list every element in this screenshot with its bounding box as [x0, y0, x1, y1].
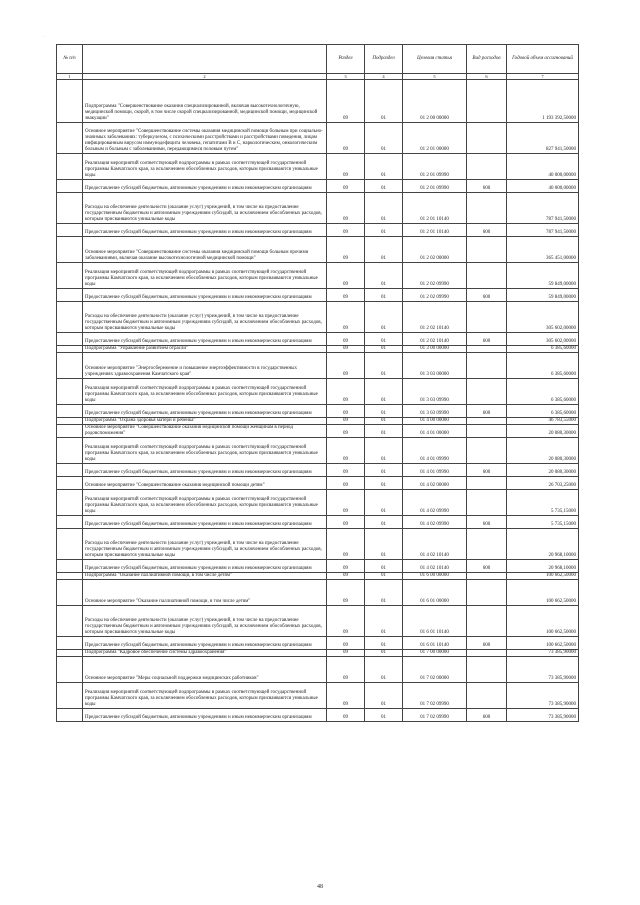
row-amount: 6 385,60000	[507, 405, 579, 418]
row-subsection: 01	[365, 224, 403, 237]
row-target: 01 6 01 10140	[403, 637, 467, 650]
row-section: 09	[327, 657, 365, 683]
row-number	[57, 529, 83, 560]
table-row	[57, 237, 579, 263]
row-target: 01 2 01 10140	[403, 224, 467, 237]
row-subsection: 01	[365, 464, 403, 477]
row-subsection: 01	[365, 80, 403, 123]
row-subsection: 01	[365, 353, 403, 379]
row-name: Подпрограмма "Кадровое обеспечение системы здравоохранения"	[83, 650, 327, 657]
row-section: 09	[327, 516, 365, 529]
row-target: 01 2 01 00000	[403, 123, 467, 154]
row-section: 09	[327, 438, 365, 464]
row-name: Предоставление субсидий бюджетным, автономным учреждениям и иным некоммерческим организациям	[83, 180, 327, 193]
row-number	[57, 263, 83, 289]
row-amount: 1 193 392,50000	[507, 80, 579, 123]
row-name: Реализация мероприятий соответствующей подпрограммы в рамках соответствующей государственной программы Камчатского края, за исключением обособленных расходов, которым присваиваются уникальные коды	[83, 490, 327, 516]
row-section: 09	[327, 573, 365, 580]
row-amount: 5 735,15000	[507, 490, 579, 516]
row-expense-type	[467, 657, 507, 683]
row-amount: 59 849,00000	[507, 263, 579, 289]
row-section: 09	[327, 490, 365, 516]
row-expense-type	[467, 353, 507, 379]
table-row	[57, 529, 579, 560]
row-expense-type	[467, 80, 507, 123]
row-target: 01 2 02 09990	[403, 289, 467, 302]
table-row	[57, 180, 579, 193]
row-target: 01 4 02 09990	[403, 490, 467, 516]
table-row	[57, 464, 579, 477]
row-name: Реализация мероприятий соответствующей подпрограммы в рамках соответствующей государственной программы Камчатского края, за исключением обособленных расходов, которым присваиваются уникальные коды	[83, 263, 327, 289]
header-amount: Годовой объем ассигнований	[507, 45, 579, 74]
row-number	[57, 379, 83, 405]
row-expense-type: 600	[467, 333, 507, 346]
row-expense-type	[467, 573, 507, 580]
row-expense-type	[467, 425, 507, 438]
row-expense-type	[467, 650, 507, 657]
row-target: 01 7 00 00000	[403, 650, 467, 657]
row-section: 09	[327, 224, 365, 237]
row-amount: 787 941,50000	[507, 193, 579, 224]
row-section: 09	[327, 560, 365, 573]
row-amount: 365 451,00000	[507, 237, 579, 263]
row-target: 01 2 01 09990	[403, 180, 467, 193]
row-amount: 20 080,30000	[507, 464, 579, 477]
row-expense-type	[467, 438, 507, 464]
row-section: 09	[327, 154, 365, 180]
row-section: 09	[327, 193, 365, 224]
row-amount: 20 080,30000	[507, 438, 579, 464]
row-section: 09	[327, 379, 365, 405]
row-subsection: 01	[365, 657, 403, 683]
row-section: 09	[327, 580, 365, 606]
row-number	[57, 405, 83, 418]
row-expense-type: 600	[467, 709, 507, 722]
row-subsection: 01	[365, 405, 403, 418]
row-subsection: 01	[365, 637, 403, 650]
row-subsection: 01	[365, 477, 403, 490]
row-subsection: 01	[365, 180, 403, 193]
row-subsection: 01	[365, 573, 403, 580]
row-name: Реализация мероприятий соответствующей подпрограммы в рамках соответствующей государственной программы Камчатского края, за исключением обособленных расходов, которым присваиваются уникальные коды	[83, 154, 327, 180]
table-row	[57, 606, 579, 637]
row-expense-type: 600	[467, 180, 507, 193]
row-amount: 26 703,25000	[507, 477, 579, 490]
row-subsection: 01	[365, 529, 403, 560]
row-expense-type: 600	[467, 289, 507, 302]
row-name: Расходы на обеспечение деятельности (оказание услуг) учреждений, в том числе на предоставление государственным бюджетным и автономным учреждениям субсидий, за исключением обособленных расходов, которым присваиваются уникальные коды	[83, 302, 327, 333]
table-row	[57, 154, 579, 180]
row-number	[57, 333, 83, 346]
row-amount: 6 385,60000	[507, 353, 579, 379]
row-number	[57, 560, 83, 573]
row-name: Основное мероприятие "Энергосбережение и повышение энергоэффективности в государственных учреждениях здравоохранения Камчатского края"	[83, 353, 327, 379]
table-row	[57, 263, 579, 289]
row-subsection: 01	[365, 302, 403, 333]
row-subsection: 01	[365, 123, 403, 154]
table-row	[57, 224, 579, 237]
row-number	[57, 289, 83, 302]
row-amount: 20 968,10000	[507, 529, 579, 560]
row-expense-type	[467, 237, 507, 263]
row-subsection: 01	[365, 379, 403, 405]
row-name: Основное мероприятие "Совершенствование системы оказания медицинской помощи больным прочими заболеваниями, включая оказание высокотехнологичной медицинской помощи"	[83, 237, 327, 263]
column-number: 1	[57, 74, 83, 80]
scan-mark: .	[44, 34, 46, 39]
row-name: Основное мероприятие "Совершенствование системы оказания медицинской помощи больным при социально-значимых заболеваниях: туберкулезом, с психическими расстройствами и расстройствами поведения, лицам инфицированным вирусом иммунодефицита человека, гепатитами В и С, наркологическим, онкологическим больным и больным с заболеваниями, передающимися половым путем"	[83, 123, 327, 154]
row-amount: 73 385,90000	[507, 657, 579, 683]
row-amount: 100 662,50000	[507, 606, 579, 637]
row-number	[57, 154, 83, 180]
table-row	[57, 379, 579, 405]
table-row	[57, 650, 579, 657]
row-number	[57, 637, 83, 650]
table-row	[57, 418, 579, 425]
row-amount: 73 385,90000	[507, 683, 579, 709]
column-number: 2	[83, 74, 327, 80]
row-amount: 40 000,00000	[507, 180, 579, 193]
row-number	[57, 438, 83, 464]
row-number	[57, 477, 83, 490]
row-name: Подпрограмма "Совершенствование оказания специализированной, включая высокотехнологичную, медицинской помощи, скорой, в том числе скорой специализированной, медицинской помощи, медицинской эвакуации"	[83, 80, 327, 123]
row-number	[57, 123, 83, 154]
row-expense-type	[467, 379, 507, 405]
row-expense-type	[467, 477, 507, 490]
row-amount: 40 000,00000	[507, 154, 579, 180]
row-amount: 100 662,50000	[507, 580, 579, 606]
row-section: 09	[327, 80, 365, 123]
row-target: 01 6 01 10140	[403, 606, 467, 637]
row-target: 01 2 00 00000	[403, 80, 467, 123]
row-subsection: 01	[365, 560, 403, 573]
row-number	[57, 346, 83, 353]
row-subsection: 01	[365, 425, 403, 438]
row-subsection: 01	[365, 650, 403, 657]
row-subsection: 01	[365, 606, 403, 637]
row-amount: 6 385,60000	[507, 346, 579, 353]
row-number	[57, 425, 83, 438]
row-name: Реализация мероприятий соответствующей подпрограммы в рамках соответствующей государственной программы Камчатского края, за исключением обособленных расходов, которым присваиваются уникальные коды	[83, 438, 327, 464]
header-name	[83, 45, 327, 74]
table-row	[57, 573, 579, 580]
row-subsection: 01	[365, 709, 403, 722]
row-expense-type	[467, 529, 507, 560]
row-subsection: 01	[365, 263, 403, 289]
budget-table	[56, 44, 579, 722]
row-expense-type	[467, 683, 507, 709]
row-number	[57, 580, 83, 606]
row-subsection: 01	[365, 193, 403, 224]
row-section: 09	[327, 289, 365, 302]
table-row	[57, 560, 579, 573]
row-amount: 73 385,90000	[507, 709, 579, 722]
table-row	[57, 425, 579, 438]
column-number: 4	[365, 74, 403, 80]
row-target: 01 2 02 09990	[403, 263, 467, 289]
row-amount: 6 385,60000	[507, 379, 579, 405]
row-number	[57, 573, 83, 580]
row-target: 01 4 01 00000	[403, 425, 467, 438]
row-expense-type: 600	[467, 516, 507, 529]
row-target: 01 6 01 00000	[403, 580, 467, 606]
row-name: Основное мероприятие "Совершенствование оказания медицинской помощи детям"	[83, 477, 327, 490]
row-name: Подпрограмма "Управление развитием отрасли"	[83, 346, 327, 353]
table-row	[57, 405, 579, 418]
row-target: 01 6 00 00000	[403, 573, 467, 580]
row-section: 09	[327, 353, 365, 379]
row-subsection: 01	[365, 438, 403, 464]
row-amount: 20 968,10000	[507, 560, 579, 573]
table-row	[57, 289, 579, 302]
row-section: 09	[327, 606, 365, 637]
row-target: 01 7 02 09990	[403, 683, 467, 709]
row-name: Предоставление субсидий бюджетным, автономным учреждениям и иным некоммерческим организациям	[83, 516, 327, 529]
row-number	[57, 606, 83, 637]
row-section: 09	[327, 464, 365, 477]
table-row	[57, 353, 579, 379]
row-target: 01 3 03 09990	[403, 379, 467, 405]
row-expense-type: 600	[467, 560, 507, 573]
header-target: Целевая статья	[403, 45, 467, 74]
row-expense-type	[467, 302, 507, 333]
row-name: Предоставление субсидий бюджетным, автономным учреждениям и иным некоммерческим организациям	[83, 637, 327, 650]
row-expense-type	[467, 490, 507, 516]
row-number	[57, 302, 83, 333]
row-name: Основное мероприятие "Совершенствование оказания медицинской помощи женщинам в период родовспоможения"	[83, 425, 327, 438]
row-expense-type: 600	[467, 224, 507, 237]
row-subsection: 01	[365, 346, 403, 353]
row-amount: 59 849,00000	[507, 289, 579, 302]
row-target: 01 3 03 09990	[403, 405, 467, 418]
row-section: 09	[327, 346, 365, 353]
row-target: 01 4 01 09990	[403, 464, 467, 477]
header-number: № п/п	[57, 45, 83, 74]
row-section: 09	[327, 263, 365, 289]
row-amount: 787 941,50000	[507, 224, 579, 237]
row-section: 09	[327, 302, 365, 333]
column-number: 7	[507, 74, 579, 80]
table-row	[57, 193, 579, 224]
table-row	[57, 302, 579, 333]
row-name: Расходы на обеспечение деятельности (оказание услуг) учреждений, в том числе на предоставление государственным бюджетным и автономным учреждениям субсидий, за исключением обособленных расходов, которым присваиваются уникальные коды	[83, 529, 327, 560]
row-name: Предоставление субсидий бюджетным, автономным учреждениям и иным некоммерческим организациям	[83, 289, 327, 302]
row-number	[57, 683, 83, 709]
row-target: 01 2 01 10140	[403, 193, 467, 224]
column-number: 3	[327, 74, 365, 80]
row-number	[57, 657, 83, 683]
row-name: Расходы на обеспечение деятельности (оказание услуг) учреждений, в том числе на предоставление государственным бюджетным и автономным учреждениям субсидий, за исключением обособленных расходов, которым присваиваются уникальные коды	[83, 606, 327, 637]
row-target: 01 4 02 10140	[403, 529, 467, 560]
row-expense-type	[467, 193, 507, 224]
row-amount: 827 941,50000	[507, 123, 579, 154]
row-expense-type	[467, 580, 507, 606]
column-number: 6	[467, 74, 507, 80]
row-subsection: 01	[365, 154, 403, 180]
row-target: 01 7 02 00000	[403, 657, 467, 683]
header-row	[57, 45, 579, 74]
row-subsection: 01	[365, 683, 403, 709]
row-target: 01 2 02 10140	[403, 302, 467, 333]
row-name: Реализация мероприятий соответствующей подпрограммы в рамках соответствующей государственной программы Камчатского края, за исключением обособленных расходов, которым присваиваются уникальные коды	[83, 683, 327, 709]
row-name: Подпрограмма "Охрана здоровья матери и ребенка"	[83, 418, 327, 425]
row-section: 09	[327, 180, 365, 193]
row-number	[57, 709, 83, 722]
row-target: 01 2 01 09990	[403, 154, 467, 180]
table-row	[57, 657, 579, 683]
table-row	[57, 477, 579, 490]
row-amount: 46 783,55000	[507, 418, 579, 425]
header-subsection: Подраздел	[365, 45, 403, 74]
row-subsection: 01	[365, 580, 403, 606]
row-target: 01 4 01 09990	[403, 438, 467, 464]
row-section: 09	[327, 529, 365, 560]
row-name: Предоставление субсидий бюджетным, автономным учреждениям и иным некоммерческим организациям	[83, 464, 327, 477]
row-section: 09	[327, 650, 365, 657]
row-subsection: 01	[365, 237, 403, 263]
table-row	[57, 490, 579, 516]
row-subsection: 01	[365, 516, 403, 529]
row-target: 01 2 02 00000	[403, 237, 467, 263]
table-row	[57, 80, 579, 123]
row-number	[57, 353, 83, 379]
row-name: Реализация мероприятий соответствующей подпрограммы в рамках соответствующей государственной программы Камчатского края, за исключением обособленных расходов, которым присваиваются уникальные коды	[83, 379, 327, 405]
row-section: 09	[327, 405, 365, 418]
row-number	[57, 224, 83, 237]
row-target: 01 7 02 09990	[403, 709, 467, 722]
row-target: 01 3 00 00000	[403, 346, 467, 353]
table-row	[57, 637, 579, 650]
table-body	[57, 80, 579, 722]
row-number	[57, 237, 83, 263]
row-name: Расходы на обеспечение деятельности (оказание услуг) учреждений, в том числе на предоставление государственным бюджетным и автономным учреждениям субсидий, за исключением обособленных расходов, которым присваиваются уникальные коды	[83, 193, 327, 224]
row-number	[57, 418, 83, 425]
row-expense-type	[467, 263, 507, 289]
row-section: 09	[327, 425, 365, 438]
row-expense-type	[467, 346, 507, 353]
row-expense-type	[467, 418, 507, 425]
row-number	[57, 80, 83, 123]
row-subsection: 01	[365, 418, 403, 425]
column-number: 5	[403, 74, 467, 80]
row-section: 09	[327, 123, 365, 154]
table-row	[57, 123, 579, 154]
row-number	[57, 464, 83, 477]
row-name: Основное мероприятие "Меры социальной поддержки медицинских работников"	[83, 657, 327, 683]
row-expense-type	[467, 606, 507, 637]
row-target: 01 3 03 00000	[403, 353, 467, 379]
page-number: 48	[317, 884, 323, 890]
row-section: 09	[327, 709, 365, 722]
row-amount: 5 735,15000	[507, 516, 579, 529]
row-name: Предоставление субсидий бюджетным, автономным учреждениям и иным некоммерческим организациям	[83, 333, 327, 346]
row-number	[57, 490, 83, 516]
table-row	[57, 438, 579, 464]
row-amount: 100 662,50000	[507, 573, 579, 580]
row-amount: 305 602,00000	[507, 333, 579, 346]
row-target: 01 4 02 09990	[403, 516, 467, 529]
row-section: 09	[327, 637, 365, 650]
row-expense-type: 600	[467, 405, 507, 418]
table-row	[57, 709, 579, 722]
table-row	[57, 516, 579, 529]
row-number	[57, 516, 83, 529]
header-expense-type: Вид расходов	[467, 45, 507, 74]
row-name: Основное мероприятие "Оказание паллиативной помощи, в том числе детям"	[83, 580, 327, 606]
row-section: 09	[327, 683, 365, 709]
row-number	[57, 193, 83, 224]
row-subsection: 01	[365, 289, 403, 302]
row-expense-type: 600	[467, 637, 507, 650]
table-row	[57, 580, 579, 606]
row-section: 09	[327, 237, 365, 263]
row-target: 01 4 00 00000	[403, 418, 467, 425]
table-row	[57, 683, 579, 709]
header-section: Раздел	[327, 45, 365, 74]
table-row	[57, 333, 579, 346]
row-name: Подпрограмма "Оказание паллиативной помощи, в том числе детям"	[83, 573, 327, 580]
row-expense-type: 600	[467, 464, 507, 477]
row-name: Предоставление субсидий бюджетным, автономным учреждениям и иным некоммерческим организациям	[83, 560, 327, 573]
row-expense-type	[467, 154, 507, 180]
row-amount: 305 602,00000	[507, 302, 579, 333]
row-number	[57, 180, 83, 193]
row-expense-type	[467, 123, 507, 154]
row-target: 01 4 02 00000	[403, 477, 467, 490]
row-target: 01 4 02 10140	[403, 560, 467, 573]
row-amount: 73 385,90000	[507, 650, 579, 657]
row-subsection: 01	[365, 490, 403, 516]
row-name: Предоставление субсидий бюджетным, автономным учреждениям и иным некоммерческим организациям	[83, 709, 327, 722]
row-name: Предоставление субсидий бюджетным, автономным учреждениям и иным некоммерческим организациям	[83, 405, 327, 418]
table-row	[57, 346, 579, 353]
row-section: 09	[327, 333, 365, 346]
row-section: 09	[327, 418, 365, 425]
row-name: Предоставление субсидий бюджетным, автономным учреждениям и иным некоммерческим организациям	[83, 224, 327, 237]
row-amount: 20 080,30000	[507, 425, 579, 438]
row-section: 09	[327, 477, 365, 490]
row-target: 01 2 02 10140	[403, 333, 467, 346]
row-subsection: 01	[365, 333, 403, 346]
row-amount: 100 662,50000	[507, 637, 579, 650]
row-number	[57, 650, 83, 657]
